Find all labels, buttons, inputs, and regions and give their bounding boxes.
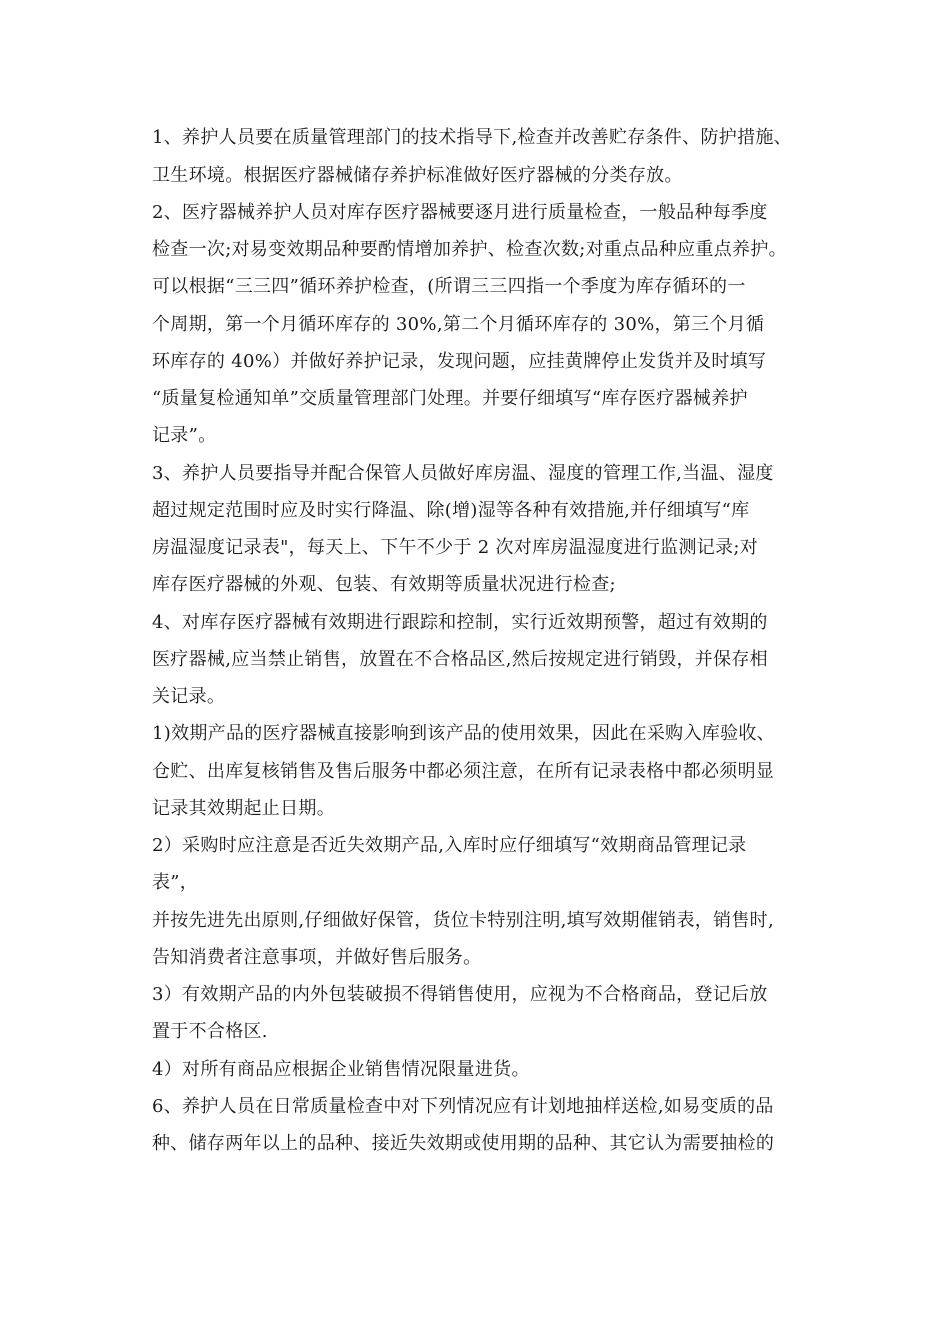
text-line: 4）对所有商品应根据企业销售情况限量进货。	[152, 1059, 530, 1080]
text-line: 1、养护人员要在质量管理部门的技术指导下,检查并改善贮存条件、防护措施、	[152, 127, 792, 148]
text-line: 可以根据“三三四”循环养护检查，(所谓三三四指一个季度为库存循环的一	[152, 276, 746, 297]
text-line: 环库存的 40%）并做好养护记录，发现问题，应挂黄牌停止发货并及时填写	[152, 351, 767, 372]
text-line: 记录”。	[152, 425, 217, 446]
text-line: 3）有效期产品的内外包装破损不得销售使用，应视为不合格商品，登记后放	[152, 984, 768, 1005]
text-line: 检查一次;对易变效期品种要酌情增加养护、检查次数;对重点品种应重点养护。	[152, 239, 787, 260]
text-line: 超过规定范围时应及时实行降温、除(增)湿等各种有效措施,并仔细填写“库	[152, 500, 750, 521]
text-line: 种、储存两年以上的品种、接近失效期或使用期的品种、其它认为需要抽检的	[152, 1133, 775, 1154]
text-line: 告知消费者注意事项，并做好售后服务。	[152, 947, 482, 968]
text-line: 卫生环境。根据医疗器械储存养护标准做好医疗器械的分类存放。	[152, 165, 683, 186]
text-line: 医疗器械,应当禁止销售，放置在不合格品区,然后按规定进行销毁，并保存相	[152, 649, 768, 670]
text-line: 2、医疗器械养护人员对库存医疗器械要逐月进行质量检查，一般品种每季度	[152, 202, 768, 223]
text-line: 1)效期产品的医疗器械直接影响到该产品的使用效果，因此在采购入库验收、	[152, 723, 775, 744]
text-line: 房温湿度记录表"，每天上、下午不少于 2 次对库房温湿度进行监测记录;对	[152, 537, 759, 558]
text-line: 库存医疗器械的外观、包装、有效期等质量状况进行检查;	[152, 574, 616, 595]
text-line: 并按先进先出原则,仔细做好保管，货位卡特别注明,填写效期催销表，销售时,	[152, 910, 774, 931]
text-line: 表”，	[152, 872, 199, 893]
text-line: 个周期，第一个月循环库存的 30%,第二个月循环库存的 30%，第三个月循	[152, 314, 765, 335]
text-line: 关记录。	[152, 686, 226, 707]
text-line: 置于不合格区.	[152, 1021, 268, 1042]
text-line: 记录其效期起止日期。	[152, 798, 335, 819]
text-line: 仓贮、出库复核销售及售后服务中都必须注意，在所有记录表格中都必须明显	[152, 761, 775, 782]
text-line: 4、对库存医疗器械有效期进行跟踪和控制，实行近效期预警，超过有效期的	[152, 612, 768, 633]
text-line: 6、养护人员在日常质量检查中对下列情况应有计划地抽样送检,如易变质的品	[152, 1096, 774, 1117]
text-line: “质量复检通知单”交质量管理部门处理。并要仔细填写“库存医疗器械养护	[152, 388, 748, 409]
text-line: 2）采购时应注意是否近失效期产品,入库时应仔细填写“效期商品管理记录	[152, 835, 747, 856]
text-line: 3、养护人员要指导并配合保管人员做好库房温、湿度的管理工作,当温、湿度	[152, 463, 774, 484]
